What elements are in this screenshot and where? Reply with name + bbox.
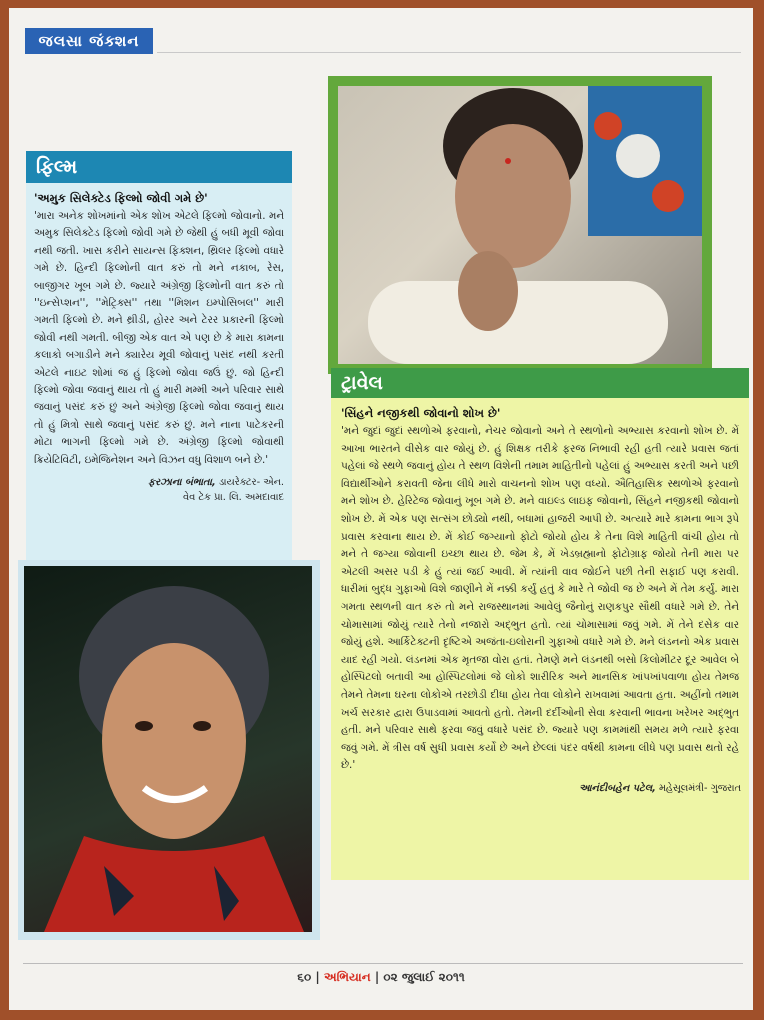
film-heading: ફિલ્મ [26, 151, 292, 183]
farzana-photo [18, 560, 320, 940]
film-signature-org: વેવ ટેક પ્રા. લિ. અમદાવાદ [183, 492, 284, 504]
travel-title: 'સિંહને નજીકથી જોવાનો શોખ છે' [341, 406, 501, 420]
portrait-illustration-icon [338, 86, 702, 364]
footer-rule [23, 963, 743, 964]
page-footer [9, 970, 753, 985]
film-signature [26, 469, 292, 505]
film-signature-name: ફરઝાના બંભાતા, [148, 477, 216, 489]
film-section [26, 151, 292, 565]
travel-body: 'મને જુદાં જુદાં સ્થળોએ ફરવાનો, નેચર જોવાનો અને તે સ્થળોનો અભ્યાસ કરવાનો શોખ છે. મેં આખા ભારતને વીસેક વાર જોયું છે. હું શિક્ષક તરીકે ફરજ નિભાવી રહી હતી ત્યારે પ્રવાસ જતાં પહેલાં જે સ્થળે જવાનું હોય તે સ્થળ વિશેની તમામ માહિતીનો પહેલાં હું અભ્યાસ કરતી અને પછી વિદ્યાર્થીઓને કરાવતી જેના લીધે મારો વાચનનો શોખ પણ વધ્યો. ઐતિહાસિક સ્થળોએ ફરવાનો મને શોખ છે. હેરિટેજ જોવાનું ખૂબ ગમે છે. મને વાઇલ્ડ લાઇફ જોવાનો, સિંહને નજીકથી જોવાનો શોખ છે. મેં એક પણ સત્સંગ છોડ્યો નથી, બધામાં હાજરી આપી છે. અત્યારે મારે કામના ભાગ રૂપે પ્રવાસ કરવાના થાય છે. મેં કોઈ જગ્યાનો ફોટો જોયો હોય કે તેના વિશે માહિતી વાંચી હોય તો મને તે જગ્યા જોવાની ઇચ્છા થાય છે. જેમ કે, મેં ખેડબ્રહ્માનો ફોટોગ્રાફ જોયો તેની મારા પર એટલી અસર પડી કે હું ત્યાં જઈ આવી. મેં ત્યાંની વાવ જોઈને પછી તેની સફાઈ પણ કરાવી. ધારીમાં બુદ્ધ ગુફાઓ વિશે જાણીને મેં નક્કી કર્યું હતું કે મારે તે જોવી જ છે અને મેં તેમ કર્યું. મારા ગમતા સ્થળની વાત કરું તો મને રાજસ્થાનમાં આવેલું જૈનોનું રાણકપુર સૌથી વધારે ગમે છે. તેને ચોમાસામાં જોયું ત્યારે તેનો નજારો અદ્ભુત હતો. ત્યાં ચોમાસામાં જવું ગમે. મેં તેને દસેક વાર જોયું હશે. આર્કિટેક્ટની દૃષ્ટિએ અજંતા-ઇલોરાની ગુફાઓ વધારે ગમે છે. મને લંડનનો એક પ્રવાસ યાદ રહી ગયો. લંડનમાં એક મૃતજા વોરા હતાં. તેમણે મને લંડનથી બસો કિલોમીટર દૂર આવેલ બે હોસ્પિટલો બતાવી આ હોસ્પિટલોમાં જે લોકો શારીરિક અને માનસિક ખાંપખાંપવાળા હોય તેમજ તેમને તેમના ઘરના લોકોએ તરછોડી દીધા હોય તેવા લોકોને રાખવામાં આવતા હતા. અહીંનો તમામ ખર્ચ સરકાર દ્વારા ઉપાડવામાં આવતો હતો. તેમની દર્દીઓની સેવા કરવાની ભાવના ખરેખર અદ્ભુત હતી. મને પરિવાર સાથે ફરવા જવું વધારે પસંદ છે. જ્યારે પણ કામમાંથી સમય મળે ત્યારે ફરવા જવું ગમે. મેં ત્રીસ વર્ષ સુધી પ્રવાસ કર્યો છે અને છેલ્લાં પંદર વર્ષથી કામના લીધે પણ પ્રવાસ થતો રહે છે.' [341, 425, 739, 772]
film-body: 'મારા અનેક શોખમાંનો એક શોખ એટલે ફિલ્મો જોવાનો. મને અમુક સિલેક્ટેડ ફિલ્મો જોવી ગમે છે જેથી હું બધી મૂવી જોવા નથી જતી. ખાસ કરીને સાયન્સ ફિક્શન, થ્રિલર ફિલ્મો વધારે ગમે છે. હિન્દી ફિલ્મોની વાત કરું તો મને નકાબ, રેસ, બાજીગર ખૂબ ગમે છે. જ્યારે અંગ્રેજી ફિલ્મોની વાત કરું તો ''ઇન્સેપ્શન'', ''મેટ્રિક્સ'' તથા ''મિશન ઇમ્પોસિબલ'' મારી ગમતી ફિલ્મો છે. મને થ્રીડી, હોરર અને ટેરર પ્રકારની ફિલ્મો જોવી નથી ગમતી. બીજી એક વાત એ પણ છે કે મારા કામના કલાકો બગાડીને મને ક્યારેય મૂવી જોવાનું પસંદ નથી કરતી એટલે નાઇટ શોમાં જ હું ફિલ્મો જોવા જઉં છું. જો હિન્દી ફિલ્મો જોવા જવાનું થાય તો હું મારી મમ્મી અને પરિવાર સાથે જવાનું પસંદ કરું છું અને અંગ્રેજી ફિલ્મો જોવા જવાનું થાય તો હું મિત્રો સાથે જવાનું પસંદ કરું છું. મને નાના પાટેકરની મોટા ભાગની ફિલ્મો ગમે છે. અંગ્રેજી ફિલ્મો જોવાથી ક્રિયેટિવિટી, ઇમેજિનેશન અને વિઝન વધુ વિશાળ બને છે.' [34, 210, 284, 466]
anandiben-photo-image [338, 86, 702, 364]
film-signature-role: ડાયરેક્ટર- એન. [215, 477, 284, 489]
issue-date: ૦૨ જુલાઈ ૨૦૧૧ [383, 970, 465, 984]
travel-signature-name: આનંદીબહેન પટેલ, [579, 782, 656, 794]
page-number: ૬૦ [297, 970, 312, 984]
film-title: 'અમુક સિલેક્ટેડ ફિલ્મો જોવી ગમે છે' [34, 191, 208, 205]
portrait-illustration-icon [24, 566, 312, 932]
anandiben-photo [328, 76, 712, 374]
travel-heading: ટ્રાવેલ [331, 368, 749, 398]
footer-separator-icon: | [374, 970, 384, 984]
section-badge: જલસા જંક્શન [25, 28, 153, 54]
farzana-photo-image [24, 566, 312, 932]
footer-separator-icon: | [315, 970, 324, 984]
magazine-name: અભિયાન [323, 970, 371, 984]
magazine-page [9, 8, 753, 1010]
travel-section [331, 368, 749, 880]
travel-signature-role: મહેસૂલમંત્રી- ગુજરાત [655, 782, 741, 794]
header-rule [157, 52, 741, 53]
travel-signature [331, 775, 749, 796]
